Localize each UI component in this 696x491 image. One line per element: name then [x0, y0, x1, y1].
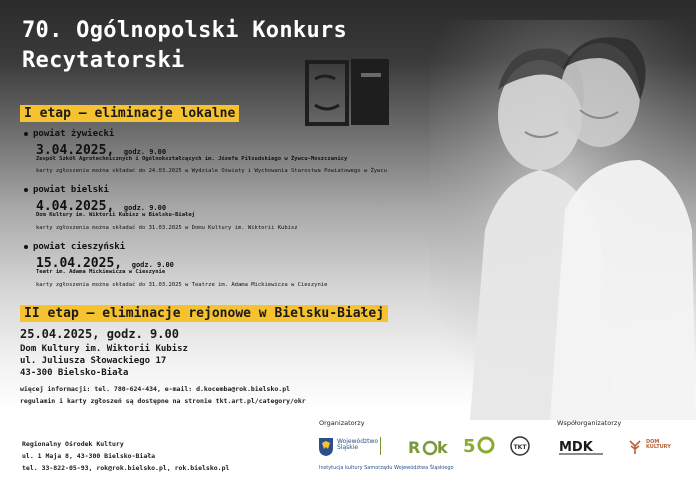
stage2-address-line: ul. Juliusza Słowackiego 17	[20, 356, 167, 366]
poster-title-line2: Recytatorski	[22, 48, 185, 73]
poster-title-line1: 70. Ogólnopolski Konkurs	[22, 18, 348, 43]
wojewodztwo-logo	[318, 435, 379, 459]
bullet-icon	[24, 188, 28, 192]
institution-line: Instytucja kultury Samorządu Województwa Śląskiego	[319, 465, 454, 471]
entry-note: karty zgłoszenia można składać do 24.03.2025 w Wydziale Oświaty i Wychowania Starostwa Powiatowego w Żywcu	[36, 168, 387, 174]
district-label: powiat bielski	[24, 185, 109, 195]
mdk-logo	[557, 437, 605, 457]
svg-text:R: R	[408, 438, 421, 457]
svg-text:5: 5	[463, 436, 476, 456]
rok-divider	[380, 437, 400, 455]
rok-wordmark-icon	[406, 437, 456, 457]
district-label: powiat cieszyński	[24, 242, 125, 252]
tree-icon	[626, 437, 644, 455]
svg-text:MDK: MDK	[559, 440, 593, 455]
entry-note: karty zgłoszenia można składać do 31.03.2025 w Teatrze im. Adama Mickiewicza w Cieszynie	[36, 282, 328, 288]
masks-logo-mark	[305, 57, 393, 129]
stage2-address-line: 43-300 Bielsko-Biała	[20, 368, 129, 378]
bullet-icon	[24, 132, 28, 136]
fifty-icon	[462, 434, 498, 456]
performers-photo	[430, 20, 696, 420]
organizers-label: Organizatorzy	[319, 419, 365, 427]
mdk-icon	[557, 437, 605, 457]
coorganizers-label: Współorganizatorzy	[557, 419, 622, 427]
footer-line: tel. 33-822-05-93, rok@rok.bielsko.pl, rok.bielsko.pl	[22, 464, 230, 472]
entry-venue: Teatr im. Adama Mickiewicza w Cieszynie	[36, 269, 166, 275]
rok-logo	[380, 435, 458, 459]
entry-date: 15.04.2025,	[36, 256, 123, 271]
entry-date: 3.04.2025,	[36, 143, 115, 158]
district-label: powiat żywiecki	[24, 129, 114, 139]
stage2-address-line: Dom Kultury im. Wiktorii Kubisz	[20, 344, 188, 354]
footer-line: Regionalny Ośrodek Kultury	[22, 440, 124, 448]
dom-kultury-label: DOM KULTURY	[646, 439, 671, 451]
bullet-icon	[24, 245, 28, 249]
stage2-heading: II etap – eliminacje rejonowe w Bielsku-Białej	[20, 305, 388, 322]
entry-date: 4.04.2025,	[36, 199, 115, 214]
tkt-logo	[510, 436, 530, 456]
svg-text:TKT: TKT	[513, 444, 527, 451]
svg-text:k: k	[437, 438, 448, 457]
dom-kultury-logo	[626, 437, 676, 457]
stage2-info-line: więcej informacji: tel. 780-624-434, e-mail: d.kocemba@rok.bielsko.pl	[20, 385, 291, 393]
fifty-logo	[462, 434, 498, 456]
entry-venue: Dom Kultury im. Wiktorii Kubisz w Bielsku-Białej	[36, 212, 195, 218]
entry-venue: Zespół Szkół Agrotechnicznych i Ogólnokształcących im. Józefa Piłsudskiego w Żywcu-Moszczanicy	[36, 156, 348, 162]
entry-time: godz. 9.00	[131, 261, 174, 269]
wojewodztwo-label: Województwo Śląskie	[337, 438, 379, 452]
entry-time: godz. 9.00	[123, 148, 167, 156]
stage2-regulations-line: regulamin i karty zgłoszeń są dostępne na stronie tkt.art.pl/category/okr	[20, 397, 306, 405]
entry-note: karty zgłoszenia można składać do 31.03.2025 w Domu Kultury im. Wiktorii Kubisz	[36, 225, 298, 231]
tkt-icon	[510, 436, 530, 456]
stage2-datetime: 25.04.2025, godz. 9.00	[20, 327, 179, 341]
entry-time: godz. 9.00	[123, 204, 167, 212]
coat-of-arms-icon	[318, 437, 334, 457]
footer-line: ul. 1 Maja 8, 43-300 Bielsko-Biała	[22, 452, 156, 460]
stage1-heading: I etap – eliminacje lokalne	[20, 105, 239, 122]
